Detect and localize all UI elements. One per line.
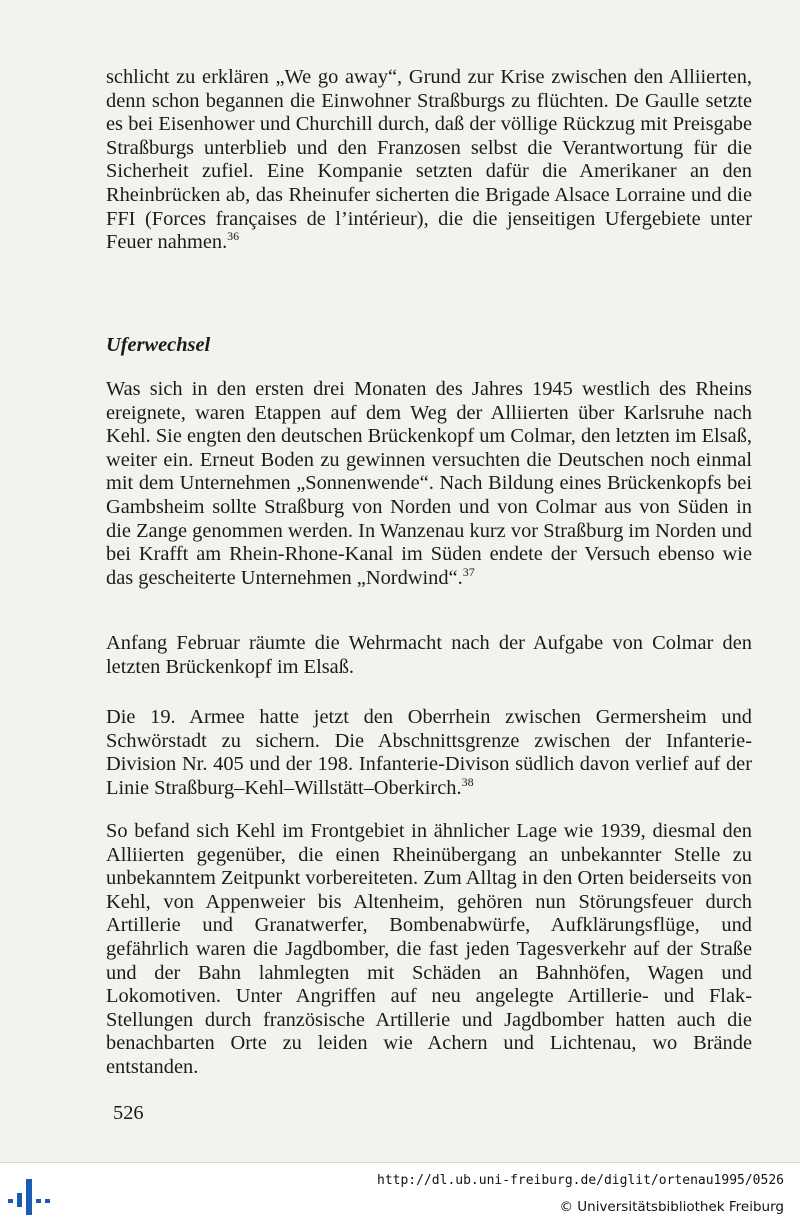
paragraph-4-text: Die 19. Armee hatte jetzt den Oberrhein zwischen Germersheim und Schwörstadt zu sichern. Die Abschnittsgrenze zwischen der Infanterie-Division Nr. 405 und der 198. Infanterie-Divison südlich davon verlief auf der Linie Straßburg–Kehl–Willstätt–Oberkirch. bbox=[106, 706, 752, 799]
footnote-38[interactable]: 38 bbox=[461, 774, 474, 789]
paragraph-5 bbox=[106, 820, 752, 1080]
section-heading: Uferwechsel bbox=[106, 334, 211, 356]
ub-freiburg-logo-icon[interactable] bbox=[8, 1177, 52, 1217]
page-number: 526 bbox=[113, 1102, 144, 1124]
paragraph-3 bbox=[106, 632, 752, 679]
viewer-footer bbox=[0, 1162, 800, 1224]
footnote-36[interactable]: 36 bbox=[227, 229, 240, 244]
paragraph-3-text: Anfang Februar räumte die Wehrmacht nach der Aufgabe von Colmar den letzten Brückenkopf im Elsaß. bbox=[106, 632, 752, 678]
document-url-link[interactable] bbox=[377, 1173, 784, 1188]
paragraph-2-text: Was sich in den ersten drei Monaten des Jahres 1945 westlich des Rheins ereignete, waren Etappen auf dem Weg der Alliierten über Karlsruhe nach Kehl. Sie engten den deutschen Brückenkopf um Colmar, den letzten im Elsaß, weiter ein. Erneut Boden zu gewinnen versuchten die Deutschen noch einmal mit dem Unternehmen „Sonnenwende“. Nach Bildung eines Brückenkopfs bei Gambsheim sollte Straßburg von Norden und von Colmar aus von Süden in die Zange genommen werden. In Wanzenau kurz vor Straßburg im Norden und bei Krafft am Rhein-Rhone-Kanal im Süden endete der Versuch ebenso wie das gescheiterte Unternehmen „Nordwind“. bbox=[106, 378, 752, 589]
copyright-notice: © Universitätsbibliothek Freiburg bbox=[559, 1199, 784, 1215]
paragraph-2 bbox=[106, 378, 752, 590]
paragraph-5-text: So befand sich Kehl im Frontgebiet in ähnlicher Lage wie 1939, diesmal den Alliierten gegenüber, die einen Rheinübergang an unbekannter Stelle zu unbekanntem Zeitpunkt vorbereiteten. Zum Alltag in den Orten beiderseits von Kehl, von Appenweier bis Altenheim, gehören nun Störungsfeuer durch Artillerie und Granatwerfer, Bombenabwürfe, Aufklärungsflüge, und gefährlich waren die Jagdbomber, die fast jeden Tagesverkehr auf der Straße und der Bahn lahmlegten mit Schäden an Bahnhöfen, Wagen und Lokomotiven. Unter Angriffen auf neu angelegte Artillerie- und Flak-Stellungen durch französische Artillerie und Jagdbomber hatten auch die benachbarten Orte zu leiden wie Achern und Lichtenau, wo Brände entstanden. bbox=[106, 820, 752, 1078]
document-url-text[interactable]: http://dl.ub.uni-freiburg.de/diglit/ortenau1995/0526 bbox=[377, 1173, 784, 1188]
paragraph-1 bbox=[106, 66, 752, 255]
paragraph-1-text: schlicht zu erklären „We go away“, Grund zur Krise zwischen den Alliierten, denn schon begannen die Einwohner Straßburgs zu flüchten. De Gaulle setzte es bei Eisenhower und Churchill durch, daß der völlige Rückzug mit Preisgabe Straßburgs unterblieb und den Franzosen selbst die Verantwortung für die Sicherheit zufiel. Eine Kompanie setzten dafür die Amerikaner an den Rheinbrücken ab, das Rheinufer sicherten die Brigade Alsace Lorraine und die FFI (Forces françaises de l’intérieur), die die jenseitigen Ufergebiete unter Feuer nahmen. bbox=[106, 66, 752, 254]
paragraph-4 bbox=[106, 706, 752, 800]
footnote-37[interactable]: 37 bbox=[462, 564, 475, 579]
